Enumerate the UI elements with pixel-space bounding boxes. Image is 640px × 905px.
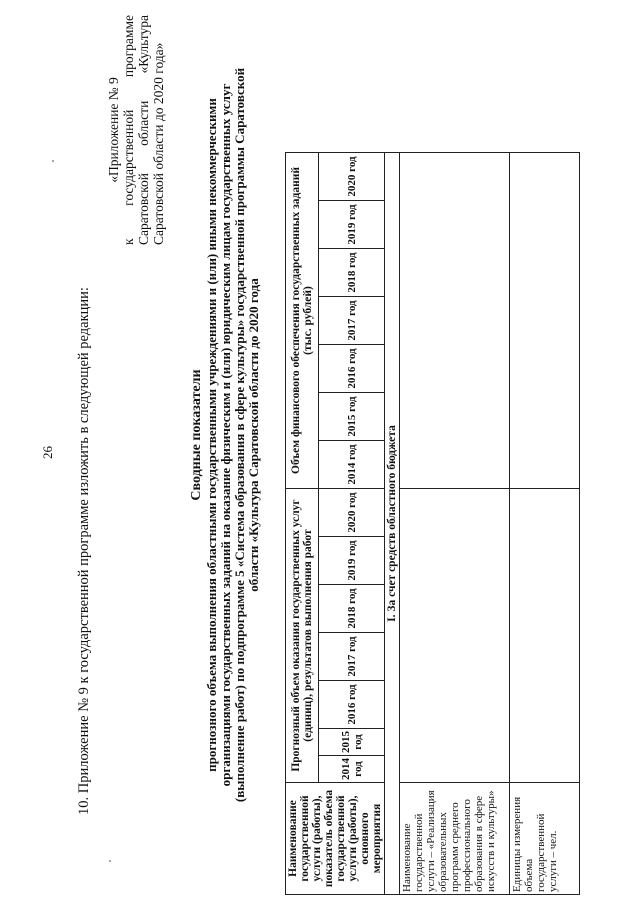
table-heading bbox=[190, 55, 261, 815]
year-header: 2018 год bbox=[319, 585, 385, 633]
year-header: 2019 год bbox=[319, 201, 385, 249]
section-row-title: I. За счет средств областного бюджета bbox=[385, 153, 400, 895]
year-header: 2016 год bbox=[319, 681, 385, 729]
heading-title: Сводные показатели bbox=[189, 369, 204, 501]
header-volume-group: Прогнозный объем оказания государственных услуг (единиц), результатов выполнения работ bbox=[286, 489, 319, 783]
intro-paragraph: 10. Приложение № 9 к государственной программе изложить в следующей редакции: bbox=[76, 287, 92, 815]
table-cell bbox=[510, 489, 580, 783]
year-header: 2015 год bbox=[319, 729, 385, 756]
page-number: 26 bbox=[40, 446, 55, 459]
scan-speck bbox=[109, 860, 111, 862]
year-header: 2016 год bbox=[319, 345, 385, 393]
table-cell bbox=[400, 153, 510, 489]
year-header: 2017 год bbox=[319, 297, 385, 345]
table-row-label: Наименование государственной услуги – «Реализация образовательных программ среднего профессионального образования в сфере искусств и культуры» bbox=[400, 783, 510, 895]
table-cell bbox=[510, 153, 580, 489]
year-header: 2014 год bbox=[319, 756, 385, 783]
header-service-name: Наименование государственной услуги (работы), показатель объема государственной услуги (работы), основного мероприятия bbox=[286, 783, 385, 895]
heading-text: прогнозного объема выполнения областными государственными учреждениями и (или) иными некоммерческими организациями государственных заданий на оказание физическим и (или) юридическим лицам государственных услуг (выполнение работ) по подпрограмме 5 «Система образования в сфере культуры» государственной программы Саратовской области «Культура Саратовской области до 2020 года bbox=[204, 67, 261, 803]
header-finance-group: Объем финансового обеспечения государственных заданий (тыс. рублей) bbox=[286, 153, 319, 489]
year-header: 2015 год bbox=[319, 393, 385, 441]
summary-table bbox=[285, 152, 580, 895]
year-header: 2017 год bbox=[319, 633, 385, 681]
table-row-label: Единицы измерения объема государственной услуги – чел. bbox=[510, 783, 580, 895]
year-header: 2018 год bbox=[319, 249, 385, 297]
year-header: 2019 год bbox=[319, 537, 385, 585]
appendix-caption bbox=[106, 15, 166, 245]
year-header: 2020 год bbox=[319, 489, 385, 537]
appendix-title: «Приложение № 9 bbox=[106, 77, 121, 183]
table-cell bbox=[400, 489, 510, 783]
scan-speck bbox=[52, 160, 54, 162]
year-header: 2020 год bbox=[319, 153, 385, 201]
appendix-text: к государственной программе Саратовской области «Культура Саратовской области до 2020 года» bbox=[121, 15, 166, 245]
year-header: 2014 год bbox=[319, 441, 385, 489]
